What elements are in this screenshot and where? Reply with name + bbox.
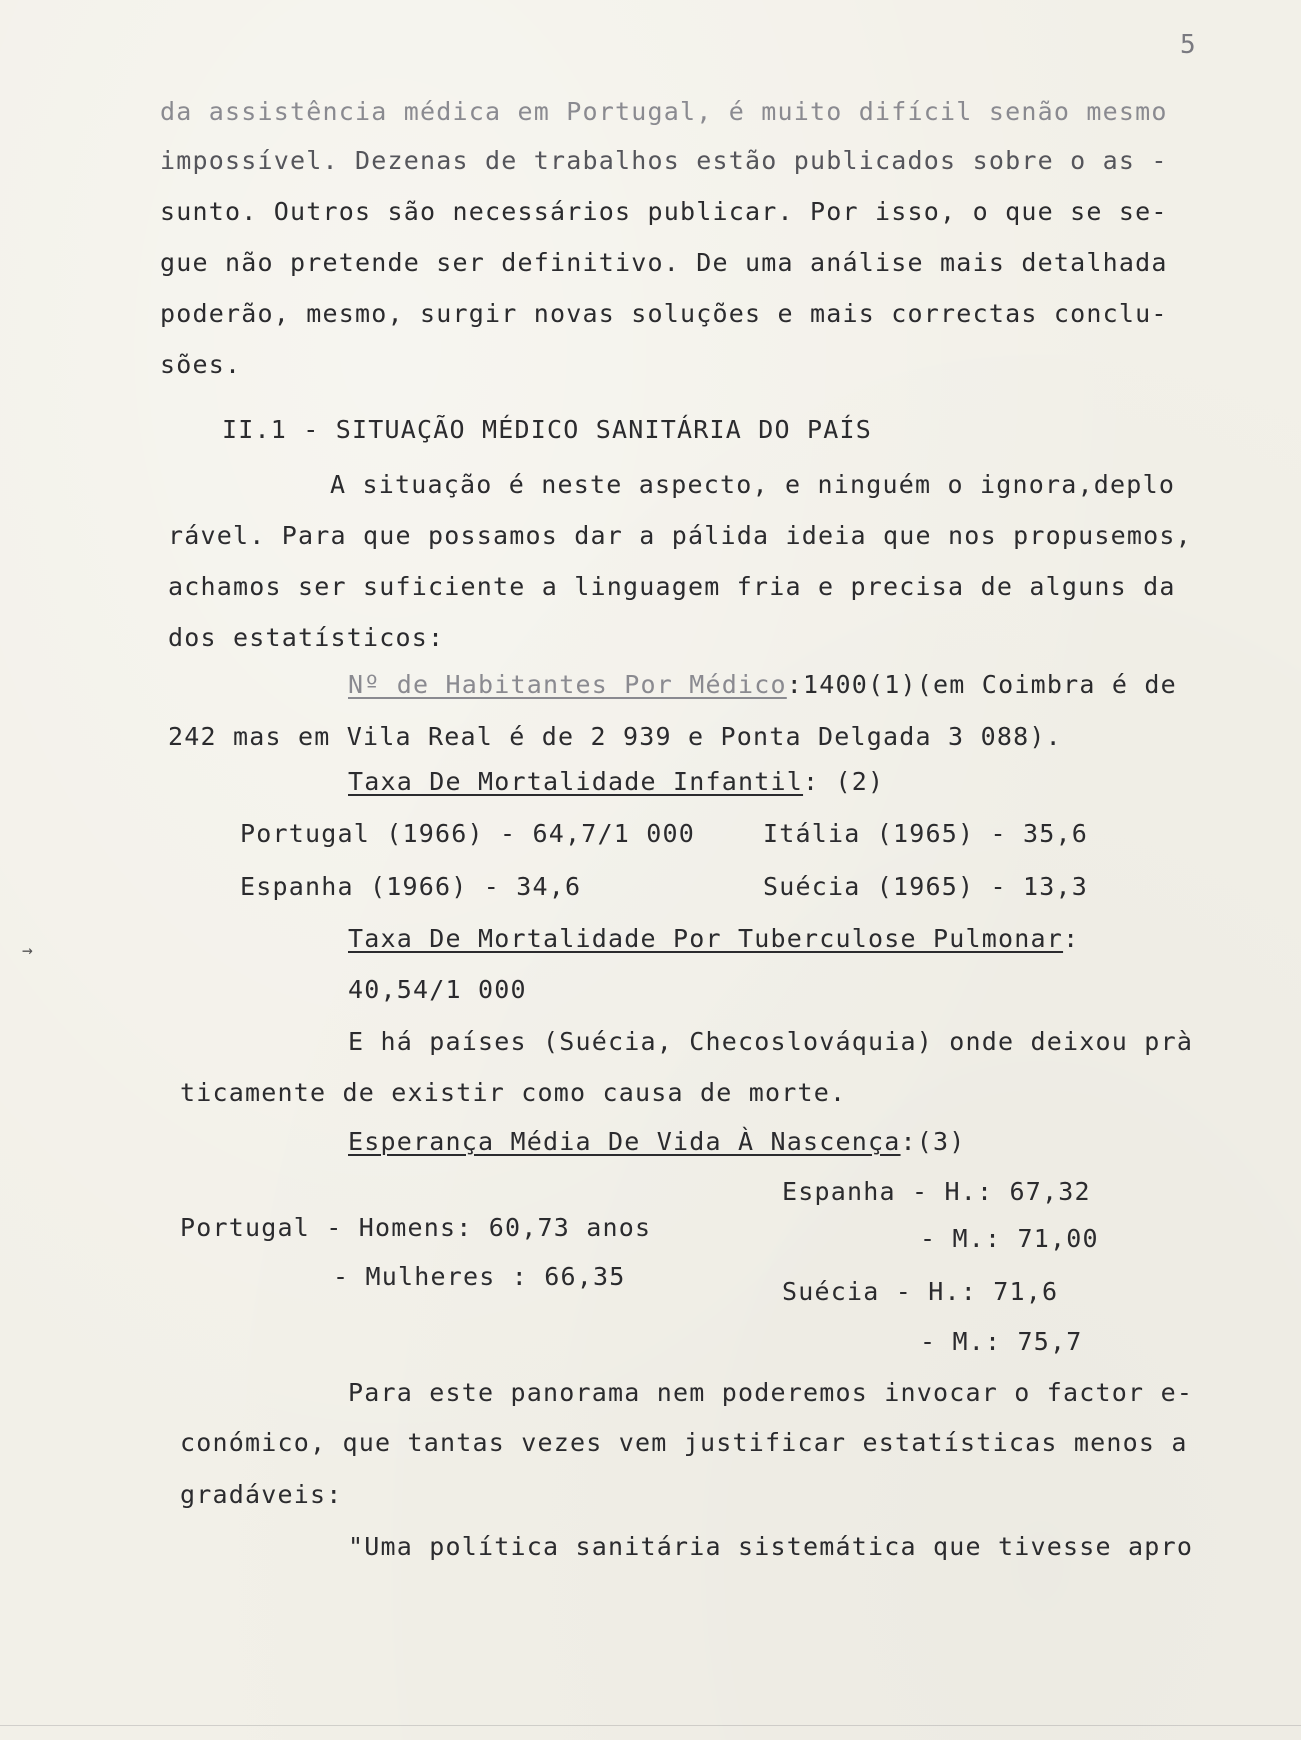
mortalidade-row-2-left: Espanha (1966) - 34,6: [240, 872, 582, 901]
esperanca-label: Esperança Média De Vida À Nascença: [348, 1127, 901, 1156]
esperanca-suecia-h: Suécia - H.: 71,6: [782, 1277, 1059, 1306]
mortalidade-row-2-right: Suécia (1965) - 13,3: [763, 872, 1089, 901]
tuberculose-heading: [348, 924, 1079, 954]
para2-line-3: achamos ser suficiente a linguagem fria e precisa de alguns da: [168, 572, 1176, 601]
mortalidade-infantil-heading: [348, 767, 884, 797]
habitantes-line-2: 242 mas em Vila Real é de 2 939 e Ponta Delgada 3 088).: [168, 722, 1062, 751]
tuberculose-line-2: ticamente de existir como causa de morte.: [180, 1078, 847, 1107]
mortalidade-infantil-ref: : (2): [803, 767, 885, 796]
text-line-6: sões.: [160, 350, 242, 379]
text-line-2: impossível. Dezenas de trabalhos estão publicados sobre o as -: [160, 146, 1168, 175]
esperanca-ref: :(3): [900, 1127, 966, 1156]
text-line-4: gue não pretende ser definitivo. De uma análise mais detalhada: [160, 248, 1168, 277]
para3-line-2: conómico, que tantas vezes vem justificar estatísticas menos a: [180, 1428, 1188, 1457]
tuberculose-label: Taxa De Mortalidade Por Tuberculose Pulmonar: [348, 924, 1064, 953]
tuberculose-colon: :: [1063, 924, 1080, 953]
para2-line-4: dos estatísticos:: [168, 623, 445, 652]
esperanca-espanha-h: Espanha - H.: 67,32: [782, 1177, 1091, 1206]
para3-line-1: Para este panorama nem poderemos invocar o factor e-: [348, 1378, 1194, 1407]
tuberculose-value: 40,54/1 000: [348, 975, 527, 1004]
para3-line-3: gradáveis:: [180, 1480, 343, 1509]
habitantes-value: :1400(1)(em Coimbra é de: [786, 670, 1177, 699]
text-line-3: sunto. Outros são necessários publicar. Por isso, o que se se-: [160, 197, 1168, 226]
mortalidade-row-1-right: Itália (1965) - 35,6: [763, 819, 1089, 848]
mortalidade-infantil-label: Taxa De Mortalidade Infantil: [348, 767, 804, 796]
habitantes-label: Nº de Habitantes Por Médico: [348, 670, 787, 699]
margin-mark: →: [22, 940, 33, 961]
para2-line-2: rável. Para que possamos dar a pálida ideia que nos propusemos,: [168, 521, 1192, 550]
scan-edge: [0, 1725, 1301, 1726]
esperanca-portugal-homens: Portugal - Homens: 60,73 anos: [180, 1213, 652, 1242]
tuberculose-line-1: E há países (Suécia, Checoslováquia) onde deixou prà: [348, 1027, 1194, 1056]
habitantes-line: [348, 670, 1177, 700]
mortalidade-row-1-left: Portugal (1966) - 64,7/1 000: [240, 819, 696, 848]
text-line-5: poderão, mesmo, surgir novas soluções e mais correctas conclu-: [160, 299, 1168, 328]
esperanca-portugal-mulheres: - Mulheres : 66,35: [333, 1262, 626, 1291]
text-line-1: da assistência médica em Portugal, é muito difícil senão mesmo: [160, 97, 1168, 126]
quote-line-1: "Uma política sanitária sistemática que tivesse apro: [348, 1532, 1194, 1561]
section-heading: II.1 - SITUAÇÃO MÉDICO SANITÁRIA DO PAÍS: [222, 415, 873, 444]
page-number: 5: [1180, 30, 1196, 60]
esperanca-suecia-m: - M.: 75,7: [920, 1327, 1083, 1356]
para2-line-1: A situação é neste aspecto, e ninguém o ignora,deplo: [330, 470, 1176, 499]
esperanca-espanha-m: - M.: 71,00: [920, 1224, 1099, 1253]
esperanca-heading: [348, 1127, 966, 1157]
